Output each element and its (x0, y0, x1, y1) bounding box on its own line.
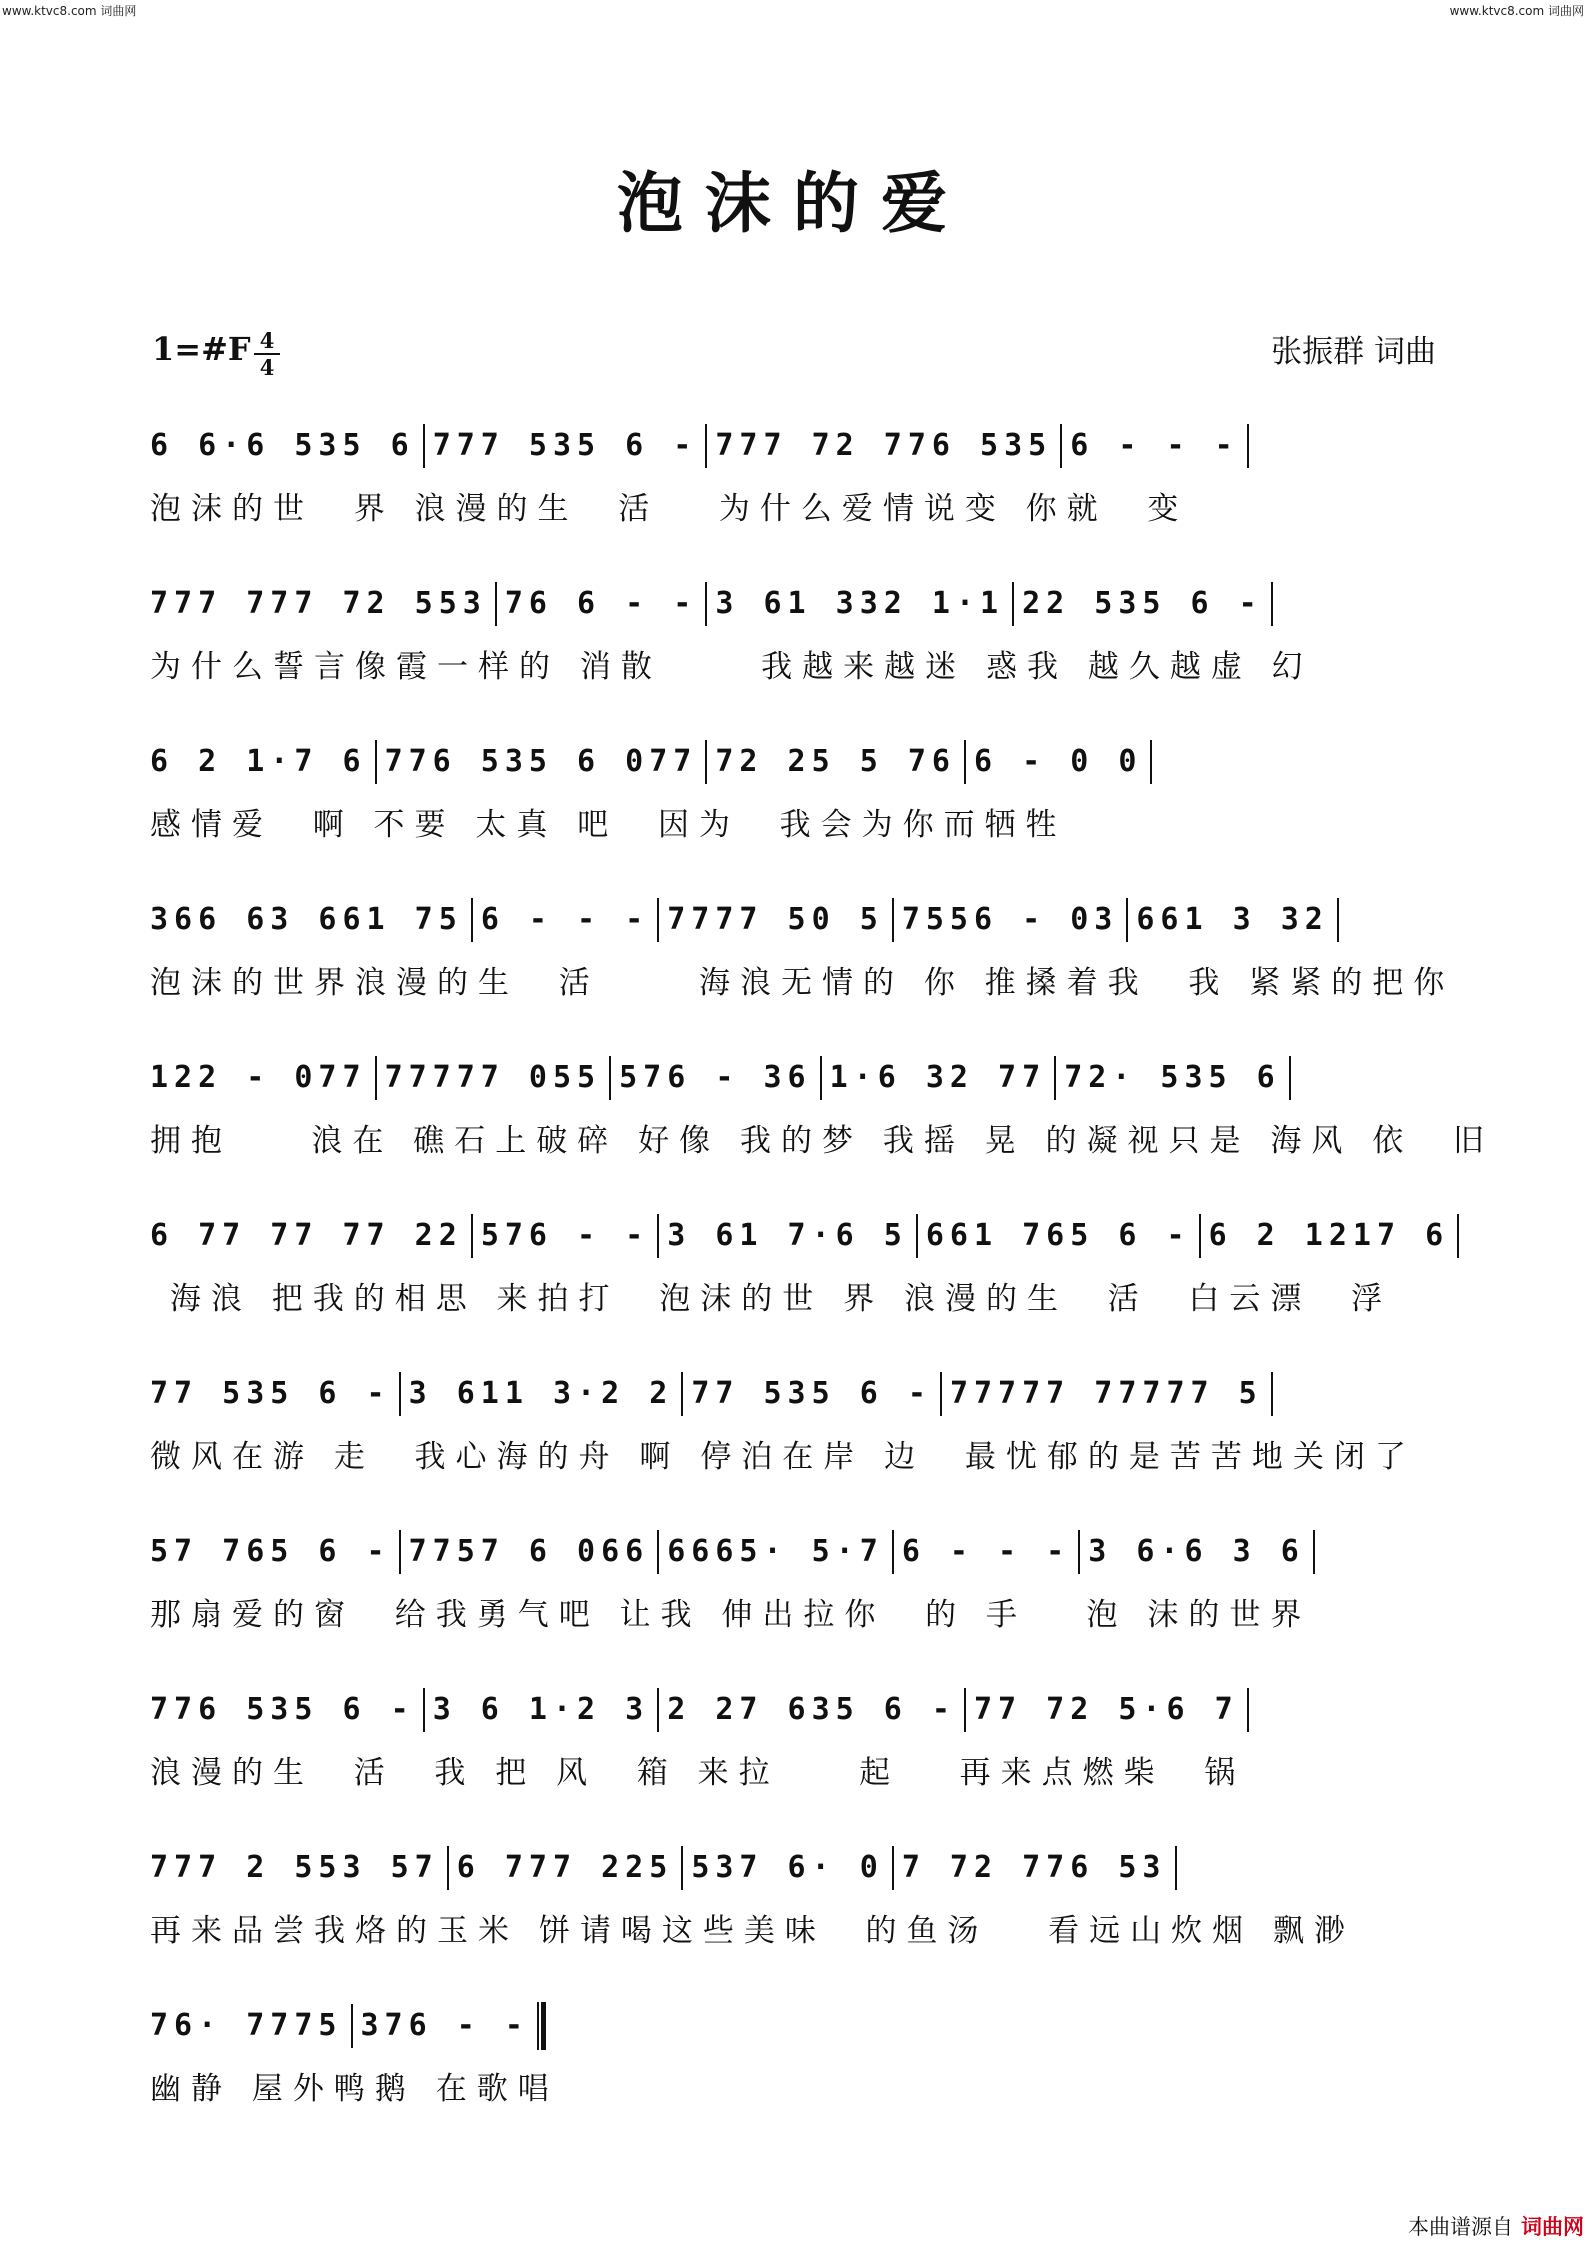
lyrics-line: 那扇爱的窗 给我勇气吧 让我 伸出拉你 的 手 泡 沫的世界 (150, 1597, 1312, 1633)
barline (399, 1530, 401, 1574)
measure: 122 - 077 (150, 1059, 367, 1095)
barline (657, 1214, 659, 1258)
measure: 6 77 77 77 22 (150, 1217, 463, 1253)
barline (681, 1372, 683, 1416)
barline (1271, 1372, 1273, 1416)
notation-line (150, 415, 1440, 475)
notation-line (150, 889, 1440, 949)
score-system (150, 1363, 1440, 1476)
barline (351, 2004, 353, 2048)
barline (375, 740, 377, 784)
barline (1150, 740, 1152, 784)
barline (423, 424, 425, 468)
measure: 6 6·6 535 6 (150, 427, 415, 463)
measure: 576 - - (480, 1217, 650, 1253)
measure: 77 535 6 - (691, 1375, 932, 1411)
barline (609, 1056, 611, 1100)
notation-line (150, 1363, 1440, 1423)
notation-line (150, 1837, 1440, 1897)
barline (940, 1372, 942, 1416)
footer-source-label: 本曲谱源自 (1408, 2215, 1513, 2239)
score-system (150, 415, 1440, 528)
barline (1054, 1056, 1056, 1100)
barline (892, 1846, 894, 1890)
lyrics-line: 为什么誓言像霞一样的 消散 我越来越迷 惑我 越久越虚 幻 (150, 649, 1313, 685)
barline (447, 1846, 449, 1890)
notation-line (150, 1047, 1440, 1107)
measure: 7757 6 066 (408, 1533, 650, 1569)
lyrics-line: 微风在游 走 我心海的舟 啊 停泊在岸 边 最忧郁的是苦苦地关闭了 (150, 1439, 1416, 1475)
barline (1247, 424, 1249, 468)
measure: 6665· 5·7 (667, 1533, 884, 1569)
measure: 2 27 635 6 - (667, 1691, 956, 1727)
lyrics-line: 泡沫的世界浪漫的生 活 海浪无情的 你 推搡着我 我 紧紧的把你 (150, 965, 1455, 1001)
measure: 72· 535 6 (1064, 1059, 1281, 1095)
measure: 6 2 1217 6 (1208, 1217, 1450, 1253)
barline (681, 1846, 683, 1890)
measure: 57 765 6 - (150, 1533, 391, 1569)
barline (820, 1056, 822, 1100)
author-credit: 张振群 词曲 (1271, 334, 1436, 370)
measure: 77777 77777 5 (949, 1375, 1263, 1411)
barline (1247, 1688, 1249, 1732)
footer (1408, 2211, 1584, 2241)
barline (964, 1688, 966, 1732)
score-system (150, 1205, 1450, 1318)
measure: 3 6·6 3 6 (1088, 1533, 1305, 1569)
barline (1289, 1056, 1291, 1100)
measure: 7 72 776 53 (901, 1849, 1167, 1885)
measure: 3 61 7·6 5 (667, 1217, 908, 1253)
score-system (150, 1837, 1440, 1950)
measure: 777 777 72 553 (150, 585, 487, 621)
barline (1313, 1530, 1315, 1574)
lyrics-line: 泡沫的世 界 浪漫的生 活 为什么爱情说变 你就 变 (150, 491, 1189, 527)
barline (1271, 582, 1273, 626)
measure: 376 - - (360, 2007, 529, 2043)
barline (916, 1214, 918, 1258)
measure: 7556 - 03 (901, 901, 1119, 937)
time-signature-top: 4 (259, 328, 275, 353)
measure: 3 6 1·2 3 (432, 1691, 650, 1727)
measure: 77 72 5·6 7 (974, 1691, 1239, 1727)
barline (471, 1214, 473, 1258)
barline (705, 582, 707, 626)
measure: 3 61 332 1·1 (715, 585, 1005, 621)
barline (1012, 582, 1014, 626)
lyrics-line: 幽静 屋外鸭鹅 在歌唱 (150, 2071, 559, 2107)
measure: 576 - 36 (619, 1059, 812, 1095)
lyrics-line: 感情爱 啊 不要 太真 吧 因为 我会为你而牺牲 (150, 807, 1067, 843)
measure: 661 765 6 - (925, 1217, 1191, 1253)
measure: 6 - - - (901, 1533, 1071, 1569)
time-signature-bottom: 4 (259, 355, 275, 380)
barline (1199, 1214, 1201, 1258)
measure: 6 - 0 0 (974, 743, 1143, 779)
measure: 22 535 6 - (1022, 585, 1263, 621)
measure: 776 535 6 077 (384, 743, 698, 779)
measure: 661 3 32 (1136, 901, 1329, 937)
score-system (150, 889, 1455, 1002)
barline (657, 898, 659, 942)
measure: 776 535 6 - (150, 1691, 415, 1727)
lyrics-line: 海浪 把我的相思 来拍打 泡沫的世 界 浪漫的生 活 白云漂 浮 (150, 1281, 1393, 1317)
barline (657, 1530, 659, 1574)
measure: 366 63 661 75 (150, 901, 463, 937)
measure: 6 - - - (480, 901, 650, 937)
notation-line (150, 1521, 1440, 1581)
notation-line (150, 573, 1440, 633)
barline (471, 898, 473, 942)
lyrics-line: 再来品尝我烙的玉米 饼请喝这些美味 的鱼汤 看远山炊烟 飘渺 (150, 1913, 1355, 1949)
barline (1457, 1214, 1459, 1258)
measure: 6 2 1·7 6 (150, 743, 367, 779)
measure: 777 2 553 57 (150, 1849, 439, 1885)
barline (375, 1056, 377, 1100)
barline (1337, 898, 1339, 942)
measure: 6 - - - (1070, 427, 1239, 463)
measure: 777 535 6 - (432, 427, 698, 463)
measure: 1·6 32 77 (829, 1059, 1047, 1095)
score-system (150, 1521, 1440, 1634)
barline (705, 740, 707, 784)
barline (423, 1688, 425, 1732)
footer-brand: 词曲网 (1521, 2215, 1584, 2239)
measure: 77777 055 (384, 1059, 602, 1095)
notation-line (150, 1995, 1440, 2055)
barline (1175, 1846, 1177, 1890)
notation-line (150, 1679, 1440, 1739)
time-signature (254, 330, 280, 378)
key-signature: 1=#F (152, 330, 251, 368)
barline (1078, 1530, 1080, 1574)
notation-line (150, 1205, 1450, 1265)
barline (964, 740, 966, 784)
measure: 537 6· 0 (691, 1849, 884, 1885)
barline (892, 898, 894, 942)
lyrics-line: 浪漫的生 活 我 把 风 箱 来拉 起 再来点燃柴 锅 (150, 1755, 1246, 1791)
measure: 77 535 6 - (150, 1375, 391, 1411)
score-system (150, 1047, 1494, 1160)
score-system (150, 1679, 1440, 1792)
barline (705, 424, 707, 468)
notation-line (150, 731, 1440, 791)
measure: 6 777 225 (456, 1849, 674, 1885)
barline (892, 1530, 894, 1574)
barline (1126, 898, 1128, 942)
measure: 777 72 776 535 (715, 427, 1053, 463)
final-barline (537, 2002, 546, 2050)
barline (657, 1688, 659, 1732)
barline (495, 582, 497, 626)
lyrics-line: 拥抱 浪在 礁石上破碎 好像 我的梦 我摇 晃 的凝视只是 海风 依 旧 (150, 1123, 1494, 1159)
measure: 3 611 3·2 2 (408, 1375, 674, 1411)
measure: 72 25 5 76 (715, 743, 956, 779)
measure: 76· 7775 (150, 2007, 343, 2043)
barline (399, 1372, 401, 1416)
barline (1060, 424, 1062, 468)
score-system (150, 1995, 1440, 2108)
measure: 76 6 - - (504, 585, 698, 621)
score-system (150, 573, 1440, 686)
header-url-right: www.ktvc8.com 词曲网 (1449, 4, 1584, 18)
measure: 7777 50 5 (667, 901, 884, 937)
page-title: 泡沫的爱 (617, 164, 969, 242)
score-system (150, 731, 1440, 844)
header-url-left: www.ktvc8.com 词曲网 (2, 4, 137, 18)
